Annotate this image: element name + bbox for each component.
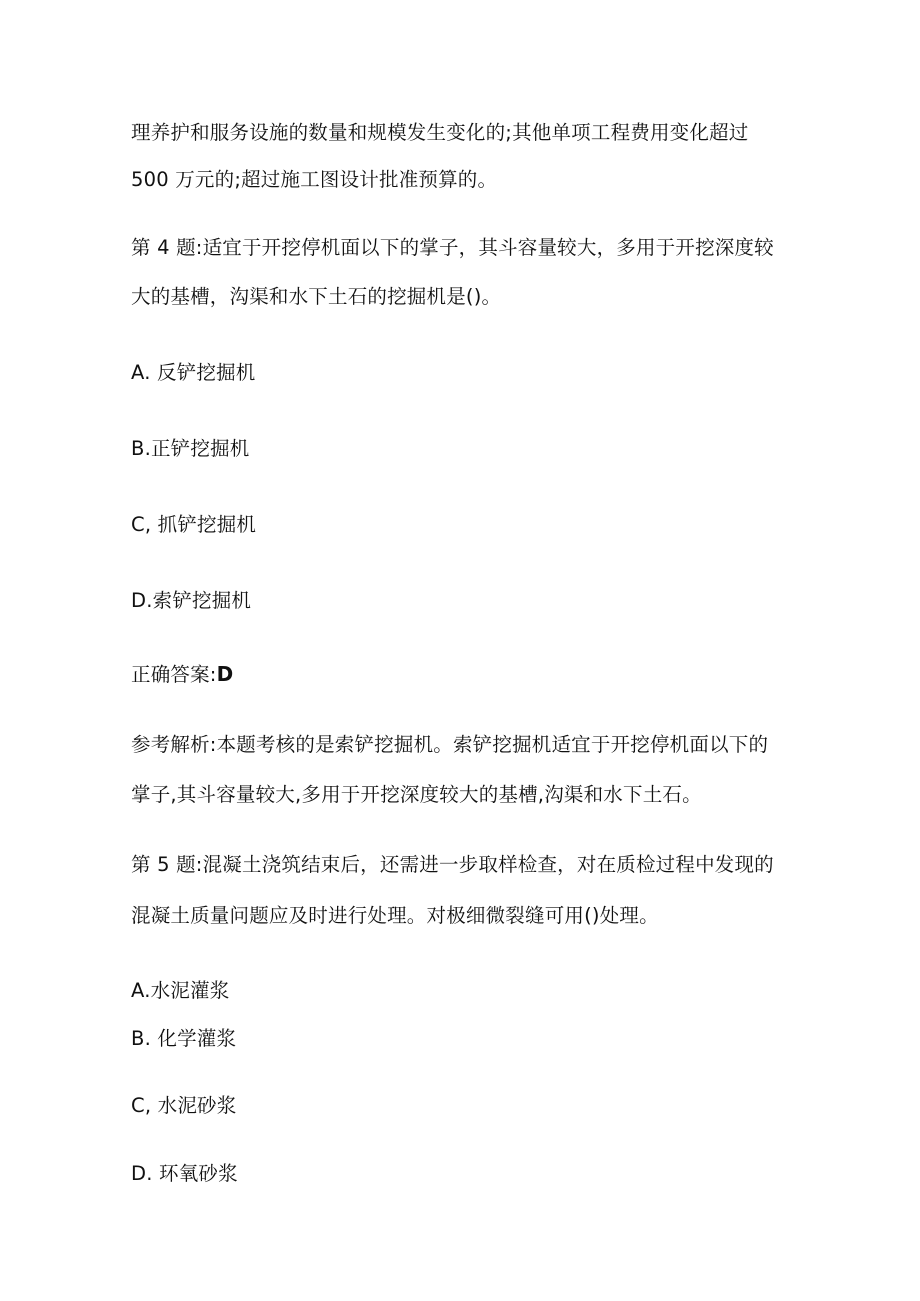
question-4-option-a: A. 反铲挖掘机 [131, 361, 256, 384]
analysis-continuation-line-2: 500 万元的;超过施工图设计批准预算的。 [131, 168, 498, 191]
question-5-option-a: A.水泥灌浆 [131, 979, 230, 1002]
question-5-option-b: B. 化学灌浆 [131, 1027, 237, 1050]
answer-value: D [216, 662, 234, 686]
question-4-answer [131, 662, 233, 687]
question-5-stem-line-2: 混凝土质量问题应及时进行处理。对极细微裂缝可用()处理。 [131, 904, 659, 927]
question-5-option-d: D. 环氧砂浆 [131, 1162, 238, 1185]
question-4-analysis-line-2: 掌子,其斗容量较大,多用于开挖深度较大的基槽,沟渠和水下土石。 [131, 783, 702, 806]
analysis-continuation-line-1: 理养护和服务设施的数量和规模发生变化的;其他单项工程费用变化超过 [131, 121, 749, 144]
question-4-analysis-line-1: 参考解析:本题考核的是索铲挖掘机。索铲挖掘机适宜于开挖停机面以下的 [131, 733, 769, 756]
question-4-option-b: B.正铲挖掘机 [131, 437, 250, 460]
answer-label: 正确答案: [131, 663, 217, 686]
question-4-stem-line-2: 大的基槽，沟渠和水下土石的挖掘机是()。 [131, 285, 502, 308]
question-4-option-d: D.索铲挖掘机 [131, 589, 252, 612]
question-5-option-c: C, 水泥砂浆 [131, 1094, 237, 1117]
question-4-option-c: C, 抓铲挖掘机 [131, 513, 257, 536]
question-5-stem-line-1: 第 5 题:混凝土浇筑结束后，还需进一步取样检查，对在质检过程中发现的 [131, 853, 774, 876]
question-4-stem-line-1: 第 4 题:适宜于开挖停机面以下的掌子，其斗容量较大，多用于开挖深度较 [131, 236, 774, 259]
